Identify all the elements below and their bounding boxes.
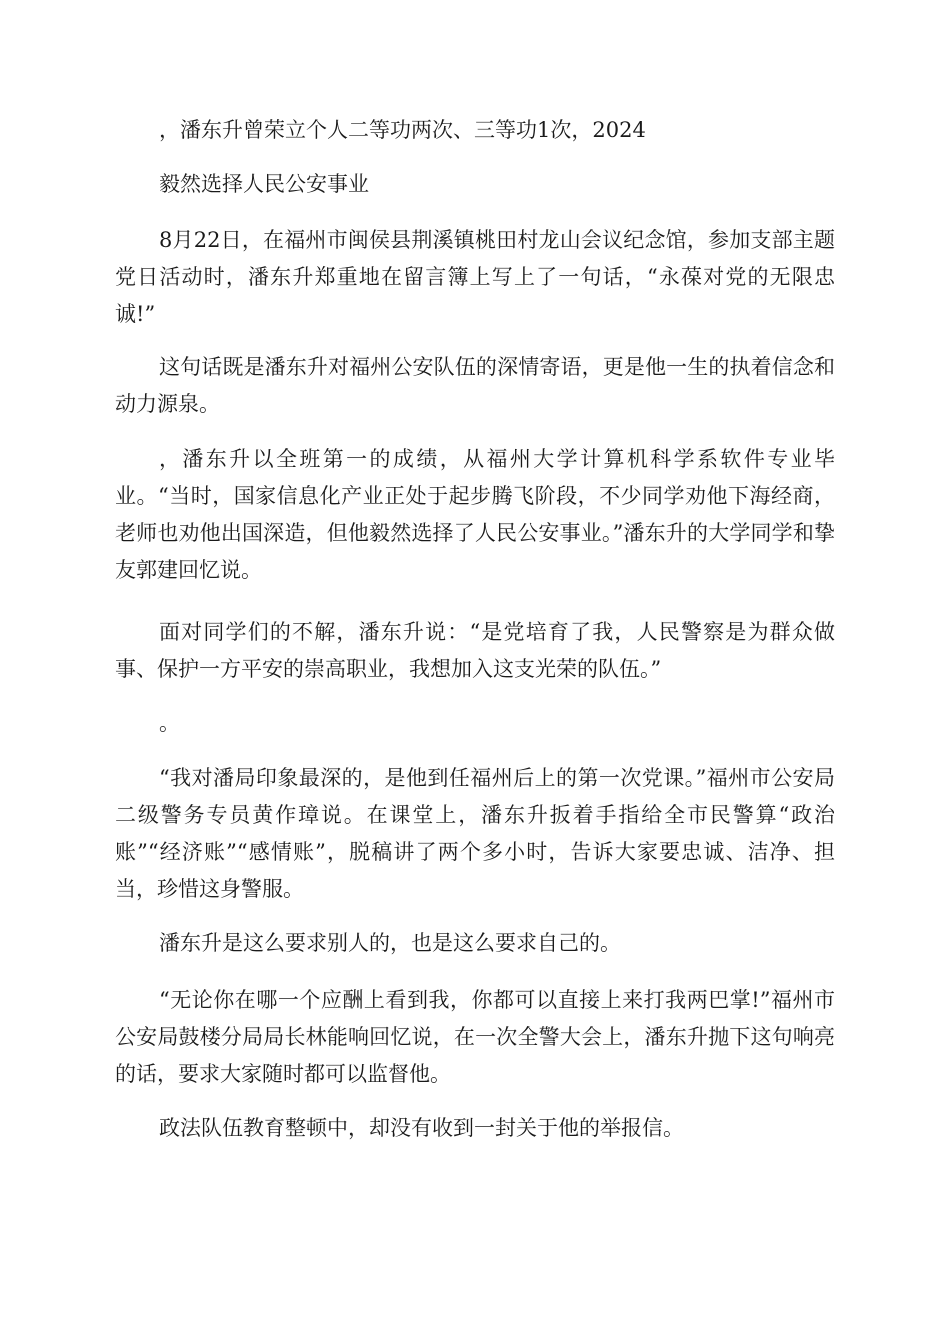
paragraph-4: 这句话既是潘东升对福州公安队伍的深情寄语，更是他一生的执着信念和动力源泉。 <box>115 355 835 416</box>
paragraph-1: ，潘东升曾荣立个人二等功两次、三等功1次，2024 <box>159 118 646 142</box>
paragraph-6: 面对同学们的不解，潘东升说：“是党培育了我，人民警察是为群众做事、保护一方平安的崇高职业，我想加入这支光荣的队伍。” <box>115 620 835 681</box>
paragraph-5: ，潘东升以全班第一的成绩，从福州大学计算机科学系软件专业毕业。“当时，国家信息化产业正处于起步腾飞阶段，不少同学劝他下海经商，老师也劝他出国深造，但他毅然选择了人民公安事业。”潘东升的大学同学和挚友郭建回忆说。 <box>115 447 835 582</box>
paragraph-9: 潘东升是这么要求别人的，也是这么要求自己的。 <box>159 931 621 955</box>
paragraph-8: “我对潘局印象最深的，是他到任福州后上的第一次党课。”福州市公安局二级警务专员黄作璋说。在课堂上，潘东升扳着手指给全市民警算“政治账”“经济账”“感情账”，脱稿讲了两个多小时，告诉大家要忠诚、洁净、担当，珍惜这身警服。 <box>115 766 835 901</box>
paragraph-2: 毅然选择人民公安事业 <box>159 172 369 196</box>
paragraph-7: 。 <box>159 711 180 735</box>
paragraph-10: “无论你在哪一个应酬上看到我，你都可以直接上来打我两巴掌!”福州市公安局鼓楼分局局长林能响回忆说，在一次全警大会上，潘东升抛下这句响亮的话，要求大家随时都可以监督他。 <box>115 988 835 1086</box>
paragraph-3: 8月22日，在福州市闽侯县荆溪镇桃田村龙山会议纪念馆，参加支部主题党日活动时，潘东升郑重地在留言簿上写上了一句话，“永葆对党的无限忠诚!” <box>115 228 835 326</box>
paragraph-11: 政法队伍教育整顿中，却没有收到一封关于他的举报信。 <box>159 1116 684 1140</box>
